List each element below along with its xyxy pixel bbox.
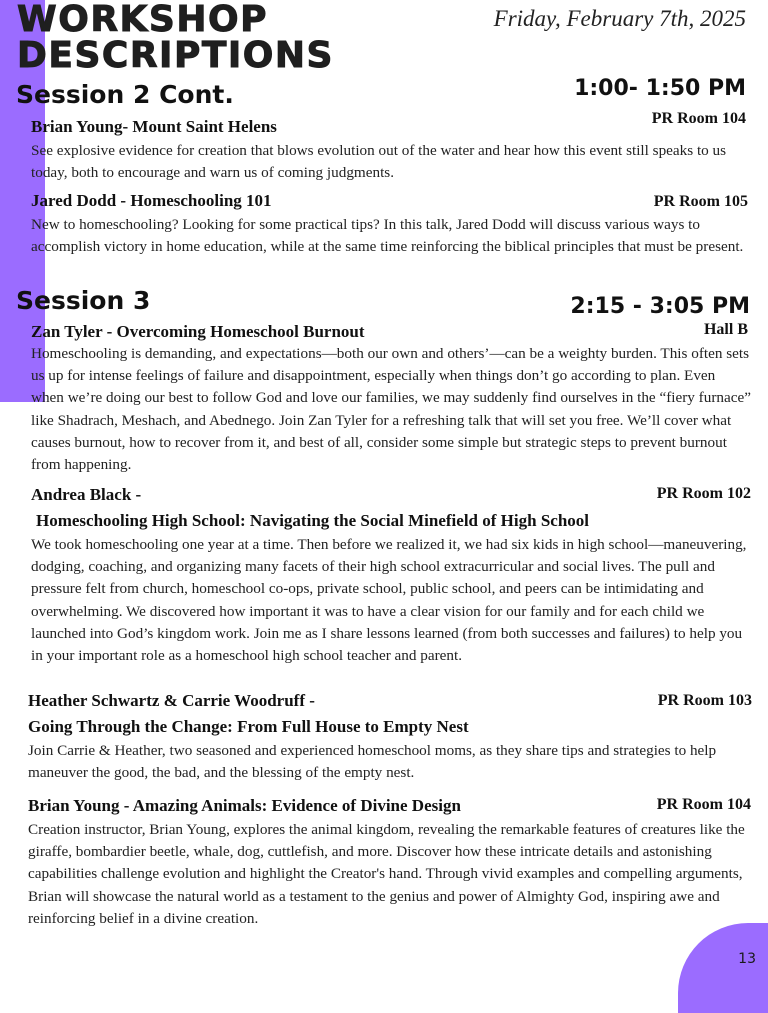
talk-description: Homeschooling is demanding, and expectations—both our own and others’—can be a weighty burden. This often sets us up for intense feelings of failure and disappointment, especially when things don’t go according to plan. Even when we’re doing our best to follow God and love our families, we may suddenly find ourselves in the “fiery furnace” like Shadrach, Meshach, and Abednego. Join Zan Tyler for a refreshing talk that will set you free. We’ll cover what causes burnout, how to recover from it, and best of all, consider some simple but strategic steps to prevent burnout from happening. — [31, 345, 751, 474]
talk-room: PR Room 103 — [657, 692, 752, 709]
talk-description: New to homeschooling? Looking for some practical tips? In this talk, Jared Dodd will discuss various ways to accomplish victory in home education, while at the same time reinforcing the biblical principles that must be present. — [31, 216, 744, 256]
talk-title: Zan Tyler - Overcoming Homeschool Burnout — [31, 322, 365, 341]
talk-subtitle: Homeschooling High School: Navigating the Social Minefield of High School — [36, 511, 589, 530]
talk-room: PR Room 105 — [653, 193, 748, 210]
talk-description: See explosive evidence for creation that blows evolution out of the water and hear how this event still speaks to us today, both to encourage and warn us of coming judgments. — [31, 142, 727, 182]
talk-description: Join Carrie & Heather, two seasoned and experienced homeschool moms, as they share tips and strategies to help maneuver the good, the bad, and the blessing of the empty nest. — [28, 742, 717, 782]
session-3-time: 2:15 - 3:05 PM — [570, 294, 750, 319]
page-number: 13 — [738, 951, 756, 967]
talk-room: PR Room 104 — [651, 110, 746, 127]
talk-title: Brian Young - Amazing Animals: Evidence of Divine Design — [28, 796, 461, 815]
talk-room: PR Room 102 — [656, 485, 751, 502]
corner-decoration — [678, 923, 768, 1013]
session-2-heading: Session 2 Cont. — [16, 80, 234, 109]
talk-title: Brian Young- Mount Saint Helens — [31, 117, 277, 136]
title-line-1: WORKSHOP — [17, 0, 268, 40]
event-date: Friday, February 7th, 2025 — [493, 6, 746, 31]
talk-description: We took homeschooling one year at a time. Then before we realized it, we had six kids in high school—maneuvering, dodging, coaching, and organizing many facets of their high school extracurricular and social lives. The pull and pressure felt from church, homeschool co-ops, private school, public school, and peers can be intimidating and overwhelming. We discovered how important it was to have a clear vision for our family and for each child we launched into God’s kingdom work. Join me as I share lessons learned (from both successes and failures) to help you in your important role as a homeschool high school teacher and parent. — [31, 536, 747, 665]
talk-title: Jared Dodd - Homeschooling 101 — [31, 191, 272, 210]
page-title — [17, 2, 334, 74]
session-2-time: 1:00- 1:50 PM — [574, 76, 746, 101]
talk-title: Heather Schwartz & Carrie Woodruff - — [28, 691, 315, 710]
session-3-heading: Session 3 — [16, 286, 151, 315]
talk-description: Creation instructor, Brian Young, explores the animal kingdom, revealing the remarkable features of creatures like the giraffe, bombardier beetle, whale, dog, cuttlefish, and more. Discover how these intricate details and astonishing capabilities challenge evolution and highlight the Creator's hand. Through vivid examples and compelling arguments, Brian will showcase the natural world as a testament to the genius and power of Almighty God, inspiring awe and reinforcing belief in a divine creation. — [28, 821, 745, 927]
talk-subtitle: Going Through the Change: From Full House to Empty Nest — [28, 717, 469, 736]
talk-room: PR Room 104 — [656, 796, 751, 813]
talk-room: Hall B — [703, 321, 748, 338]
talk-title: Andrea Black - — [31, 485, 142, 504]
title-line-2: DESCRIPTIONS — [17, 35, 334, 76]
